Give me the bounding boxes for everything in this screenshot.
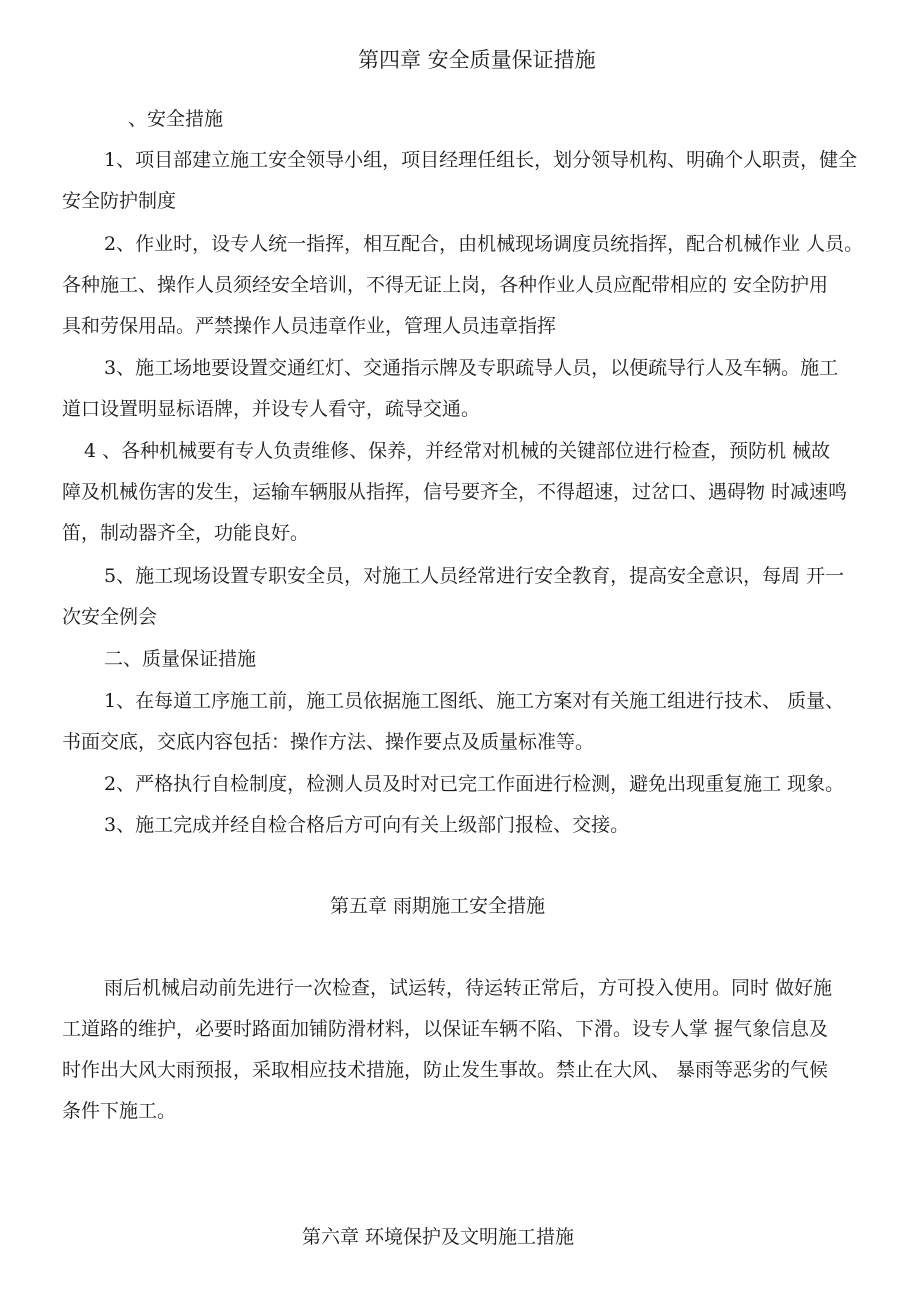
- item5-line1: 5、施工现场设置专职安全员，对施工人员经常进行安全教育，提高安全意识，每周 开一: [104, 565, 845, 587]
- item4-line2: 障及机械伤害的发生，运输车辆服从指挥，信号要齐全，不得超速，过岔口、遇碍物 时减速鸣: [62, 481, 848, 503]
- section-heading-safety: 、安全措施: [128, 108, 224, 130]
- chapter6-title: 第六章 环境保护及文明施工措施: [302, 1226, 575, 1248]
- quality3-line: 3、施工完成并经自检合格后方可向有关上级部门报检、交接。: [104, 814, 630, 836]
- item5-line2: 次安全例会: [62, 606, 158, 628]
- item2-line1: 2、作业时，设专人统一指挥，相互配合，由机械现场调度员统指挥，配合机械作业 人员。: [104, 233, 864, 255]
- section-heading-quality: 二、质量保证措施: [104, 648, 257, 670]
- quality2-line: 2、严格执行自检制度，检测人员及时对已完工作面进行检测，避免出现重复施工 现象。: [104, 773, 845, 795]
- item2-line2: 各种施工、操作人员须经安全培训，不得无证上岗，各种作业人员应配带相应的 安全防护用: [62, 274, 829, 296]
- chapter5-para-line4: 条件下施工。: [62, 1100, 177, 1122]
- chapter5-para-line3: 时作出大风大雨预报，采取相应技术措施，防止发生事故。禁止在大风、 暴雨等恶劣的气候: [62, 1059, 829, 1081]
- quality1-line2: 书面交底，交底内容包括：操作方法、操作要点及质量标准等。: [62, 731, 595, 753]
- item2-line3: 具和劳保用品。严禁操作人员违章作业，管理人员违章指挥: [62, 315, 557, 337]
- quality1-line1: 1、在每道工序施工前，施工员依据施工图纸、施工方案对有关施工组进行技术、 质量、: [104, 690, 845, 712]
- chapter5-title: 第五章 雨期施工安全措施: [330, 895, 546, 917]
- chapter5-para-line1: 雨后机械启动前先进行一次检查，试运转，待运转正常后，方可投入使用。同时 做好施: [104, 977, 833, 999]
- item3-line2: 道口设置明显标语牌，并设专人看守，疏导交通。: [62, 398, 481, 420]
- chapter5-para-line2: 工道路的维护，必要时路面加铺防滑材料，以保证车辆不陷、下滑。设专人掌 握气象信息及: [62, 1018, 829, 1040]
- item4-line3: 笛，制动器齐全，功能良好。: [62, 522, 310, 544]
- item3-line1: 3、施工场地要设置交通红灯、交通指示牌及专职疏导人员，以便疏导行人及车辆。施工: [104, 357, 839, 379]
- item1-line1: 1、项目部建立施工安全领导小组，项目经理任组长，划分领导机构、明确个人职责，健全: [104, 149, 858, 171]
- item4-line1: 4 、各种机械要有专人负责维修、保养，并经常对机械的关键部位进行检查，预防机 械故: [84, 440, 831, 462]
- item1-line2: 安全防护制度: [62, 190, 177, 212]
- chapter4-title: 第四章 安全质量保证措施: [358, 48, 596, 72]
